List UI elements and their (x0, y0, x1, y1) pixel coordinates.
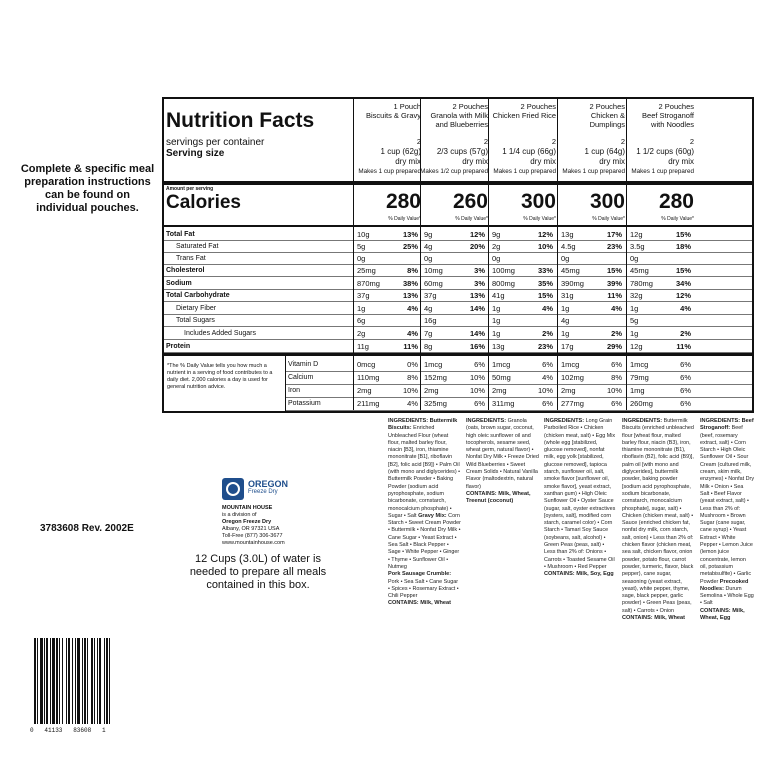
nutrient-amount: 10mg (424, 266, 443, 275)
nutrient-amount: 1g (630, 304, 639, 313)
product-qty: 2 Pouches (452, 102, 488, 111)
prepared-amount: Makes 1/2 cup prepared (420, 168, 488, 175)
oregon-logo-icon (222, 478, 244, 500)
company-line-3: Oregon Freeze Dry (222, 519, 272, 525)
company-line-4: Albany, OR 97321 USA (222, 526, 280, 532)
nutrient-percent: 35% (537, 279, 553, 288)
nutrient-amount: 0g (630, 254, 639, 263)
serving-size-value: 1 cup (62g) (380, 147, 421, 156)
barcode-bar (77, 638, 80, 724)
column-divider (626, 99, 627, 410)
nutrient-amount: 9g (492, 230, 501, 239)
vitamin-percent: 6% (474, 399, 485, 408)
calories-value: 300 (589, 190, 625, 213)
nutrient-amount: 3.5g (630, 242, 645, 251)
nutrient-amount: 0g (561, 254, 570, 263)
nutrient-label: Total Carbohydrate (166, 292, 230, 299)
nutrient-amount: 1g (357, 304, 366, 313)
dry-mix-label: dry mix (599, 157, 625, 166)
servings-value: 2 (551, 137, 556, 146)
barcode-bar (56, 638, 58, 724)
barcode-digits: 0 41133 83608 1 (30, 727, 106, 734)
nutrient-label: Protein (166, 343, 191, 350)
nutrient-percent: 11% (607, 291, 622, 300)
nutrient-percent: 33% (537, 266, 553, 275)
prepared-amount: Makes 1 cup prepared (562, 168, 625, 175)
nutrient-amount: 0g (424, 254, 433, 263)
serving-size-value: 1 1/2 cups (60g) (636, 147, 694, 156)
barcode-bars (30, 638, 130, 726)
nutrient-percent: 13% (402, 291, 418, 300)
prepared-amount: Makes 1 cup prepared (358, 168, 421, 175)
row-divider (286, 371, 752, 372)
nutrient-percent: 13% (402, 230, 418, 239)
nutrient-percent: 11% (676, 342, 691, 351)
barcode-bar (62, 638, 63, 724)
nutrient-percent: 25% (402, 242, 418, 251)
nutrient-label: Includes Added Sugars (184, 330, 256, 337)
ingredients-title: INGREDIENTS: (622, 418, 663, 424)
vitamin-percent: 8% (611, 373, 622, 382)
vitamin-amount: 50mg (492, 373, 511, 382)
serving-size-label: Serving size (166, 148, 225, 159)
company-line-1: MOUNTAIN HOUSE (222, 505, 273, 511)
nutrient-percent: 4% (542, 304, 553, 313)
nutrient-amount: 37g (424, 291, 437, 300)
nutrient-amount: 45mg (630, 266, 649, 275)
servings-value: 2 (620, 137, 625, 146)
vitamin-amount: 260mg (630, 399, 653, 408)
barcode-bar (68, 638, 70, 724)
vitamin-percent: 6% (680, 399, 691, 408)
vitamin-amount: 325mg (424, 399, 447, 408)
nutrient-amount: 100mg (492, 266, 515, 275)
nutrient-percent: 4% (611, 304, 622, 313)
company-line-2: is a division of (222, 512, 257, 518)
barcode-bar (40, 638, 43, 724)
vitamin-percent: 4% (542, 373, 553, 382)
nutrient-amount: 5g (357, 242, 366, 251)
barcode-bar (106, 638, 108, 724)
ingredients-heading: Buttermilk Biscuits: (388, 418, 458, 432)
row-divider (164, 339, 752, 340)
ingredients-text: Long Grain Parboiled Rice • Chicken (chicken meat, salt) • Egg Mix (whole egg [stabilized, glucose removed], nonfat milk, egg yolk [stabilized, glucose removed], tapioca starch, sunflower oil, salt, smoke flavor [sunflower oil, smoke flavor], yeast extract, xanthan gum) • High Oleic Sunflower Oil • Oyster Sauce (sugar, salt, oyster extractives [oysters, salt], modified corn starch, caramel color) • Corn Starch • Tamari Soy Sauce (soybeans, salt, alcohol) • Green Peas (peas, salt) • Less than 2% of: Onions • Carrots • Toasted Sesame Oil • Mushroom • Red Pepper (544, 418, 616, 570)
vitamin-amount: 2mg (357, 386, 372, 395)
product-qty: 2 Pouches (589, 102, 625, 111)
vitamin-amount: 1mcg (630, 360, 649, 369)
nutrient-percent: 14% (469, 304, 485, 313)
nutrient-percent: 3% (474, 279, 485, 288)
daily-value-label: % Daily Value* (455, 216, 488, 222)
preparation-note: Complete & specific meal preparation instructions can be found on individual pouches. (20, 163, 155, 214)
ingredients-text2: Durum Semolina • Whole Egg • Salt (700, 585, 754, 607)
vitamin-label: Iron (288, 387, 301, 394)
nutrient-label: Cholesterol (166, 267, 205, 274)
vitamin-amount: 2mg (424, 386, 439, 395)
ingredients-text: Granola (oats, brown sugar, coconut, high oleic sunflower oil and tocopherols, sesame seed, wheat germ, natural flavor) • Nonfat Dry Milk • Freeze Dried Wild Blueberries • Sweet Cream Solids • Natural Vanilla Flavor (maltodextrin, natural flavor) (466, 418, 539, 490)
thick-rule (164, 225, 752, 227)
barcode-bar (37, 638, 38, 724)
barcode-bar (97, 638, 98, 724)
vitamin-amount: 102mg (561, 373, 584, 382)
ingredients-heading: Beef Stroganoff: (700, 418, 754, 432)
prepared-amount: Makes 1 cup prepared (631, 168, 694, 175)
nutrient-amount: 4g (561, 316, 570, 325)
company-line-5: Toll-Free (877) 306-3677 (222, 533, 283, 539)
nutrient-label: Trans Fat (176, 255, 206, 262)
nutrient-percent: 4% (407, 329, 418, 338)
ingredients-column (700, 418, 754, 622)
ingredients-text: Beef (beef, rosemary extract, salt) • Corn Starch • High Oleic Sunflower Oil • Sour Cream (cultured milk, cream, skim milk, enzymes) • Nonfat Dry Milk • Onion • Sea Salt • Beef Flavor (yeast extract, salt) • Less than 2% of: Mushroom • Brown Sugar (cane sugar, cane syrup) • Yeast Extract • White Pepper • Lemon Juice (lemon juice concentrate, lemon oil, potassium metabisulfite) • Garlic Powder (700, 425, 755, 585)
product-qty: 1 Pouch (393, 102, 421, 111)
nutrient-percent: 15% (537, 291, 553, 300)
dry-mix-label: dry mix (395, 157, 421, 166)
ingredients-title: INGREDIENTS: (700, 418, 741, 424)
nutrient-amount: 6g (357, 316, 366, 325)
nutrient-label: Dietary Fiber (176, 305, 217, 312)
amount-per-serving-label: Amount per serving (166, 186, 214, 192)
row-divider (286, 384, 752, 385)
nutrient-percent: 3% (474, 266, 485, 275)
row-divider (164, 352, 752, 353)
nutrient-percent: 38% (402, 279, 418, 288)
nutrient-amount: 0g (492, 254, 501, 263)
nutrient-amount: 12g (630, 342, 643, 351)
barcode-bar (52, 638, 55, 724)
nutrient-percent: 18% (675, 242, 691, 251)
barcode-bar (99, 638, 101, 724)
ingredients-column (466, 418, 539, 506)
nutrient-percent: 29% (606, 342, 622, 351)
nutrient-percent: 16% (469, 342, 485, 351)
nutrient-percent: 14% (469, 329, 485, 338)
nutrient-amount: 1g (492, 316, 501, 325)
dry-mix-label: dry mix (668, 157, 694, 166)
ingredients-title: INGREDIENTS: (466, 418, 507, 424)
serving-size-value: 2/3 cups (57g) (436, 147, 488, 156)
nutrient-percent: 11% (403, 342, 418, 351)
ingredients-text: Enriched Unbleached Flour (wheat flour, malted barley flour, niacin [B3], iron, thiamine mononitrate [B1], riboflavin [B2], folic acid [B9]) • Palm Oil (with mono and diglycerides) • Buttermilk Powder • Baking Powder (sodium acid pyrophosphate, sodium bicarbonate, cornstarch, monocalcium phosphate) • Sugar • Salt (388, 425, 460, 519)
nutrient-amount: 31g (561, 291, 574, 300)
barcode-bar (46, 638, 48, 724)
ingredients-contains: CONTAINS: Milk, Wheat (622, 615, 685, 622)
vitamin-amount: 110mg (357, 373, 380, 382)
barcode-bar (59, 638, 60, 724)
vitamin-percent: 6% (542, 399, 553, 408)
nutrient-amount: 1g (630, 329, 639, 338)
nutrient-percent: 2% (542, 329, 553, 338)
daily-value-label: % Daily Value* (523, 216, 556, 222)
row-divider (164, 301, 752, 302)
nutrient-amount: 60mg (424, 279, 443, 288)
ingredients-text2: Corn Starch • Sweet Cream Powder • Buttermilk • Nonfat Dry Milk • Cane Sugar • Yeast Extract • Sea Salt • Black Pepper • Sage • White Pepper • Ginger • Thyme • Sunflower Oil • Nutmeg (388, 512, 461, 570)
barcode-bar (75, 638, 76, 724)
daily-value-label: % Daily Value* (388, 216, 421, 222)
barcode-bar (66, 638, 67, 724)
nutrient-amount: 7g (424, 329, 433, 338)
vitamin-amount: 277mg (561, 399, 584, 408)
calories-value: 280 (385, 190, 421, 213)
vitamin-amount: 1mcg (561, 360, 580, 369)
nutrient-amount: 800mg (492, 279, 515, 288)
vitamin-percent: 10% (469, 386, 485, 395)
nutrient-percent: 4% (680, 304, 691, 313)
ingredients-contains: CONTAINS: Milk, Wheat, Treenut (coconut) (466, 490, 531, 505)
nutrient-amount: 1g (492, 329, 501, 338)
nutrient-percent: 10% (537, 242, 553, 251)
nutrient-percent: 17% (606, 230, 622, 239)
vitamin-percent: 8% (407, 373, 418, 382)
ingredients-title: INGREDIENTS: (544, 418, 585, 424)
nutrient-amount: 25mg (357, 266, 376, 275)
product-qty: 2 Pouches (520, 102, 556, 111)
revision-code: 3783608 Rev. 2002E (40, 523, 134, 534)
ingredients-column (388, 418, 461, 608)
ingredients-heading2: Precooked Noodles: (700, 578, 749, 592)
nutrient-percent: 13% (469, 291, 485, 300)
nutrient-amount: 32g (630, 291, 643, 300)
nutrient-amount: 1g (492, 304, 501, 313)
vitamin-percent: 6% (680, 373, 691, 382)
barcode-bar (44, 638, 45, 724)
row-divider (164, 276, 752, 277)
row-divider (164, 252, 752, 253)
column-divider (353, 99, 354, 410)
company-line-6: www.mountainhouse.com (222, 540, 285, 546)
vitamin-percent: 6% (680, 386, 691, 395)
barcode-bar (34, 638, 36, 724)
vitamin-percent: 10% (606, 386, 622, 395)
row-divider (286, 397, 752, 398)
nutrient-amount: 16g (424, 316, 437, 325)
ingredients-contains: CONTAINS: Milk, Wheat, Egg (700, 607, 745, 622)
nutrient-amount: 37g (357, 291, 370, 300)
nutrient-amount: 390mg (561, 279, 584, 288)
nutrient-amount: 10g (357, 230, 370, 239)
nutrient-percent: 12% (469, 230, 485, 239)
company-logo-block (222, 478, 289, 546)
thick-rule (164, 181, 752, 185)
row-divider (164, 240, 752, 241)
ingredients-contains: CONTAINS: Milk, Wheat (388, 600, 451, 607)
nutrient-amount: 8g (424, 342, 433, 351)
dry-mix-label: dry mix (462, 157, 488, 166)
vitamin-amount: 0mcg (357, 360, 376, 369)
vitamin-percent: 0% (407, 360, 418, 369)
nutrient-amount: 5g (630, 316, 639, 325)
servings-label: servings per container (166, 137, 265, 148)
nutrient-amount: 4.5g (561, 242, 576, 251)
nutrient-amount: 870mg (357, 279, 380, 288)
nutrient-percent: 15% (675, 266, 691, 275)
product-name: Biscuits & Gravy (365, 111, 421, 120)
nutrient-amount: 13g (492, 342, 505, 351)
barcode-bar (104, 638, 105, 724)
nutrient-percent: 15% (675, 230, 691, 239)
product-name: Chicken Fried Rice (492, 111, 556, 120)
vitamin-amount: 1mcg (424, 360, 443, 369)
nutrient-amount: 13g (561, 230, 574, 239)
vitamin-amount: 1mg (630, 386, 645, 395)
calories-value: 280 (658, 190, 694, 213)
ingredients-column (544, 418, 617, 579)
vitamin-percent: 10% (537, 386, 553, 395)
ingredients-title: INGREDIENTS: (388, 418, 429, 424)
dry-mix-label: dry mix (530, 157, 556, 166)
vitamin-label: Vitamin D (288, 361, 319, 368)
barcode-bar (91, 638, 93, 724)
nutrient-percent: 12% (537, 230, 553, 239)
prepared-amount: Makes 1 cup prepared (493, 168, 556, 175)
nutrient-amount: 780mg (630, 279, 653, 288)
row-divider (164, 326, 752, 327)
nutrient-percent: 2% (680, 329, 691, 338)
product-qty: 2 Pouches (658, 102, 694, 111)
nutrient-amount: 11g (357, 342, 369, 351)
vitamin-amount: 311mg (492, 399, 515, 408)
product-name: Granola with Milk and Blueberries (430, 111, 488, 129)
column-divider (488, 99, 489, 410)
barcode (30, 638, 130, 738)
product-name: Chicken & Dumplings (589, 111, 625, 129)
nutrient-label: Total Fat (166, 231, 195, 238)
nutrient-label: Sodium (166, 280, 192, 287)
product-name: Beef Stroganoff with Noodles (642, 111, 694, 129)
row-divider (164, 289, 752, 290)
column-divider (285, 356, 286, 411)
nutrient-label: Total Sugars (176, 317, 215, 324)
serving-size-value: 1 1/4 cup (66g) (502, 147, 556, 156)
vitamin-amount: 2mg (561, 386, 576, 395)
thick-rule (164, 353, 752, 356)
barcode-bar (72, 638, 73, 724)
nutrient-percent: 34% (675, 279, 691, 288)
nutrient-amount: 0g (357, 254, 366, 263)
vitamin-amount: 79mg (630, 373, 649, 382)
water-note: 12 Cups (3.0L) of water is needed to prepare all meals contained in this box. (189, 553, 327, 591)
nutrient-percent: 39% (606, 279, 622, 288)
servings-value: 2 (689, 137, 694, 146)
nutrient-amount: 2g (357, 329, 366, 338)
nutrient-amount: 1g (561, 329, 570, 338)
vitamin-percent: 6% (611, 360, 622, 369)
vitamin-percent: 6% (474, 360, 485, 369)
vitamin-percent: 6% (680, 360, 691, 369)
barcode-bar (87, 638, 88, 724)
nutrient-amount: 45mg (561, 266, 580, 275)
servings-value: 2 (483, 137, 488, 146)
vitamin-percent: 4% (407, 399, 418, 408)
nutrient-amount: 4g (424, 242, 433, 251)
row-divider (286, 410, 752, 411)
calories-value: 300 (520, 190, 556, 213)
vitamin-percent: 10% (469, 373, 485, 382)
ingredients-heading2: Gravy Mix: (418, 512, 447, 519)
barcode-bar (94, 638, 95, 724)
vitamin-percent: 10% (402, 386, 418, 395)
column-divider (557, 99, 558, 410)
vitamin-label: Calcium (288, 374, 314, 381)
nutrient-amount: 41g (492, 291, 505, 300)
ingredients-contains: CONTAINS: Milk, Soy, Egg (544, 571, 614, 578)
vitamin-amount: 2mg (492, 386, 507, 395)
nutrient-label: Saturated Fat (176, 243, 219, 250)
nutrient-percent: 23% (537, 342, 553, 351)
calories-label: Calories (166, 192, 241, 213)
daily-value-label: % Daily Value* (661, 216, 694, 222)
nutrient-percent: 8% (407, 266, 418, 275)
ingredients-column (622, 418, 695, 622)
row-divider (164, 264, 752, 265)
nutrient-amount: 1g (561, 304, 570, 313)
barcode-bar (50, 638, 51, 724)
vitamin-percent: 6% (542, 360, 553, 369)
vitamin-percent: 6% (611, 399, 622, 408)
nutrient-amount: 12g (630, 230, 643, 239)
calories-value: 260 (452, 190, 488, 213)
barcode-bar (109, 638, 110, 724)
servings-value: 2 (416, 137, 421, 146)
nutrient-percent: 15% (606, 266, 622, 275)
daily-value-label: % Daily Value* (592, 216, 625, 222)
vitamin-amount: 152mg (424, 373, 447, 382)
barcode-bar (82, 638, 83, 724)
barcode-bar (84, 638, 86, 724)
nutrient-amount: 17g (561, 342, 574, 351)
nutrient-amount: 2g (492, 242, 501, 251)
nutrient-percent: 4% (407, 304, 418, 313)
vitamin-amount: 211mg (357, 399, 380, 408)
ingredients-text: Buttermilk Biscuits (enriched unbleached flour [wheat flour, malted barley flour, niacin (B3), iron, thiamine mononitrate (B1), riboflavin (B2), folic acid (B9)], palm oil [with mono and diglycerides], buttermilk powder, baking powder [sodium acid pyrophosphate, sodium bicarbonate, cornstarch, monocalcium phosphate], sugar, salt) • Chicken (chicken meat, salt) • Sauce (enriched chicken fat, nonfat dry milk, corn starch, salt, onion) • Less than 2% of: chicken flavor (chicken meat, sea salt, chicken flavor, onion powder, potato flour, carrot powder, turmeric, flavor, black pepper), cane sugar, seasoning (yeast extract, yeast), white pepper, thyme, sage, black pepper, garlic powder) • Green Peas (peas, salt) • Carrots • Onion (622, 418, 694, 614)
ingredients-text3: Pork • Sea Salt • Cane Sugar • Spices • Rosemary Extract • Chili Pepper (388, 578, 459, 600)
logo-sub: Freeze Dry (248, 489, 278, 495)
nutrient-percent: 2% (611, 329, 622, 338)
serving-size-value: 1 cup (64g) (584, 147, 625, 156)
vitamin-label: Potassium (288, 400, 321, 407)
nutrient-amount: 4g (424, 304, 433, 313)
nutrient-percent: 20% (469, 242, 485, 251)
nutrient-percent: 23% (606, 242, 622, 251)
nutrient-amount: 9g (424, 230, 433, 239)
vitamin-amount: 1mcg (492, 360, 511, 369)
ingredients-heading3: Pork Sausage Crumble: (388, 571, 452, 578)
daily-value-footnote: *The % Daily Value tells you how much a nutrient in a serving of food contributes to a daily diet. 2,000 calories a day is used for general nutrition advice. (167, 363, 273, 390)
nutrient-percent: 12% (675, 291, 691, 300)
nutrition-facts-title: Nutrition Facts (166, 109, 315, 132)
row-divider (164, 314, 752, 315)
logo-brand: OREGON (248, 479, 289, 489)
